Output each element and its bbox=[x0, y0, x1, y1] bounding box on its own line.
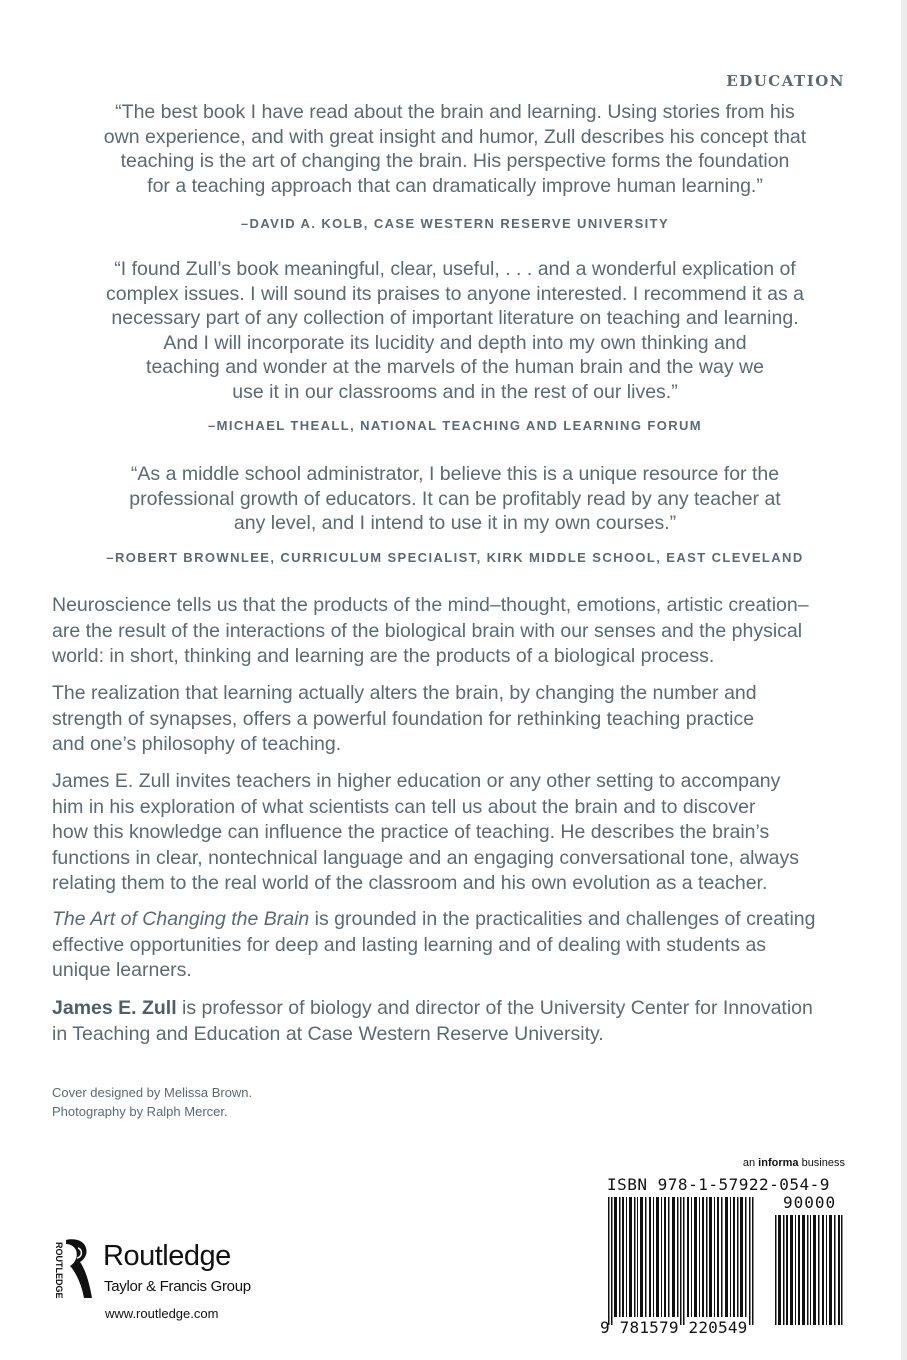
paragraph-line: in Teaching and Education at Case Western Reserve University. bbox=[52, 1022, 604, 1045]
paragraph-line: Neuroscience tells us that the products of the mind–thought, emotions, artistic creation– bbox=[52, 594, 809, 616]
logo-vertical-text: ROUTLEDGE bbox=[54, 1242, 64, 1299]
paragraph-text: is professor of biology and director of the University Center for Innovation bbox=[176, 997, 813, 1019]
paragraph-line: strength of synapses, offers a powerful foundation for rethinking teaching practice bbox=[52, 707, 755, 730]
book-title: The Art of Changing the Brain bbox=[52, 908, 310, 930]
informa-brand: informa bbox=[758, 1157, 799, 1169]
paragraph-line: him in his exploration of what scientists can tell us about the brain and to discover bbox=[52, 795, 756, 818]
quote-line: “I found Zull’s book meaningful, clear, useful, . . . and a wonderful explication of bbox=[114, 258, 796, 280]
barcode-bars bbox=[608, 1197, 758, 1325]
credits bbox=[52, 1083, 252, 1121]
author-name: James E. Zull bbox=[52, 997, 177, 1019]
quote-line: for a teaching approach that can dramatically improve human learning.” bbox=[147, 174, 763, 197]
barcode-addon-bars bbox=[775, 1215, 843, 1325]
paragraph-line: unique learners. bbox=[52, 959, 192, 981]
description-paragraph-1 bbox=[52, 593, 852, 670]
tagline-text: an bbox=[742, 1157, 759, 1169]
barcode-digits: 9 781579 220549 bbox=[600, 1318, 748, 1337]
paragraph-line: how this knowledge can influence the practice of teaching. He describes the brain’s bbox=[52, 821, 770, 843]
paragraph-text: is grounded in the practicalities and challenges of creating bbox=[309, 908, 816, 930]
paragraph-line bbox=[52, 996, 852, 1022]
publisher-url: www.routledge.com bbox=[105, 1306, 219, 1321]
publisher-name: Routledge bbox=[103, 1240, 231, 1272]
endorsement-quote-3 bbox=[40, 462, 870, 536]
paragraph-line: James E. Zull invites teachers in higher education or any other setting to accompany bbox=[52, 770, 781, 792]
paragraph-line: and one’s philosophy of teaching. bbox=[52, 733, 342, 755]
quote-line: complex issues. I will sound its praises to anyone interested. I recommend it as a bbox=[106, 282, 804, 305]
isbn-barcode bbox=[600, 1175, 850, 1345]
endorsement-attribution-1: –DAVID A. KOLB, CASE WESTERN RESERVE UNIVERSITY bbox=[240, 216, 670, 231]
author-bio bbox=[52, 996, 852, 1047]
paragraph-line: relating them to the real world of the classroom and his own evolution as a teacher. bbox=[52, 872, 768, 894]
endorsement-quote-2 bbox=[40, 257, 870, 404]
quote-line: necessary part of any collection of important literature on teaching and learning. bbox=[111, 307, 799, 329]
quote-line: professional growth of educators. It can be profitably read by any teacher at bbox=[129, 487, 781, 510]
isbn-label: ISBN 978-1-57922-054-9 bbox=[607, 1175, 830, 1194]
quote-line: own experience, and with great insight and humor, Zull describes his concept that bbox=[103, 125, 807, 148]
photo-credit: Photography by Ralph Mercer. bbox=[52, 1104, 228, 1119]
publisher-group: Taylor & Francis Group bbox=[104, 1278, 251, 1295]
paragraph-line: are the result of the interactions of the biological brain with our senses and the physical bbox=[52, 619, 803, 642]
quote-line: teaching and wonder at the marvels of the human brain and the way we bbox=[146, 356, 764, 378]
quote-line: teaching is the art of changing the brain. His perspective forms the foundation bbox=[120, 150, 790, 172]
price-code: 90000 bbox=[783, 1193, 837, 1212]
description-paragraph-2 bbox=[52, 681, 852, 758]
endorsement-attribution-2: –MICHAEL THEALL, NATIONAL TEACHING AND LEARNING FORUM bbox=[207, 418, 703, 433]
cover-credit: Cover designed by Melissa Brown. bbox=[52, 1085, 253, 1100]
paragraph-line: The realization that learning actually alters the brain, by changing the number and bbox=[52, 682, 757, 704]
paragraph-line: world: in short, thinking and learning are the products of a biological process. bbox=[52, 645, 715, 667]
paragraph-line bbox=[52, 907, 852, 933]
quote-line: “The best book I have read about the brain and learning. Using stories from his bbox=[115, 101, 795, 123]
category-label: EDUCATION bbox=[726, 72, 845, 90]
paragraph-line: functions in clear, nontechnical language and an engaging conversational tone, always bbox=[52, 846, 799, 869]
routledge-r-icon bbox=[64, 1238, 94, 1300]
description-paragraph-3 bbox=[52, 769, 852, 897]
endorsement-quote-1 bbox=[40, 100, 870, 198]
description-paragraph-4 bbox=[52, 907, 852, 984]
quote-line: any level, and I intend to use it in my own courses.” bbox=[233, 512, 677, 534]
quote-line: use it in our classrooms and in the rest of our lives.” bbox=[232, 380, 678, 403]
tagline-text: business bbox=[798, 1157, 845, 1169]
endorsement-attribution-3: –ROBERT BROWNLEE, CURRICULUM SPECIALIST, KIRK MIDDLE SCHOOL, EAST CLEVELAND bbox=[106, 550, 804, 565]
publisher-logo bbox=[50, 1238, 290, 1328]
paragraph-line: effective opportunities for deep and lasting learning and of dealing with students as bbox=[52, 933, 767, 956]
page-edge bbox=[901, 0, 907, 1360]
informa-tagline bbox=[743, 1157, 845, 1169]
quote-line: “As a middle school administrator, I believe this is a unique resource for the bbox=[130, 463, 780, 485]
quote-line: And I will incorporate its lucidity and depth into my own thinking and bbox=[163, 331, 747, 354]
